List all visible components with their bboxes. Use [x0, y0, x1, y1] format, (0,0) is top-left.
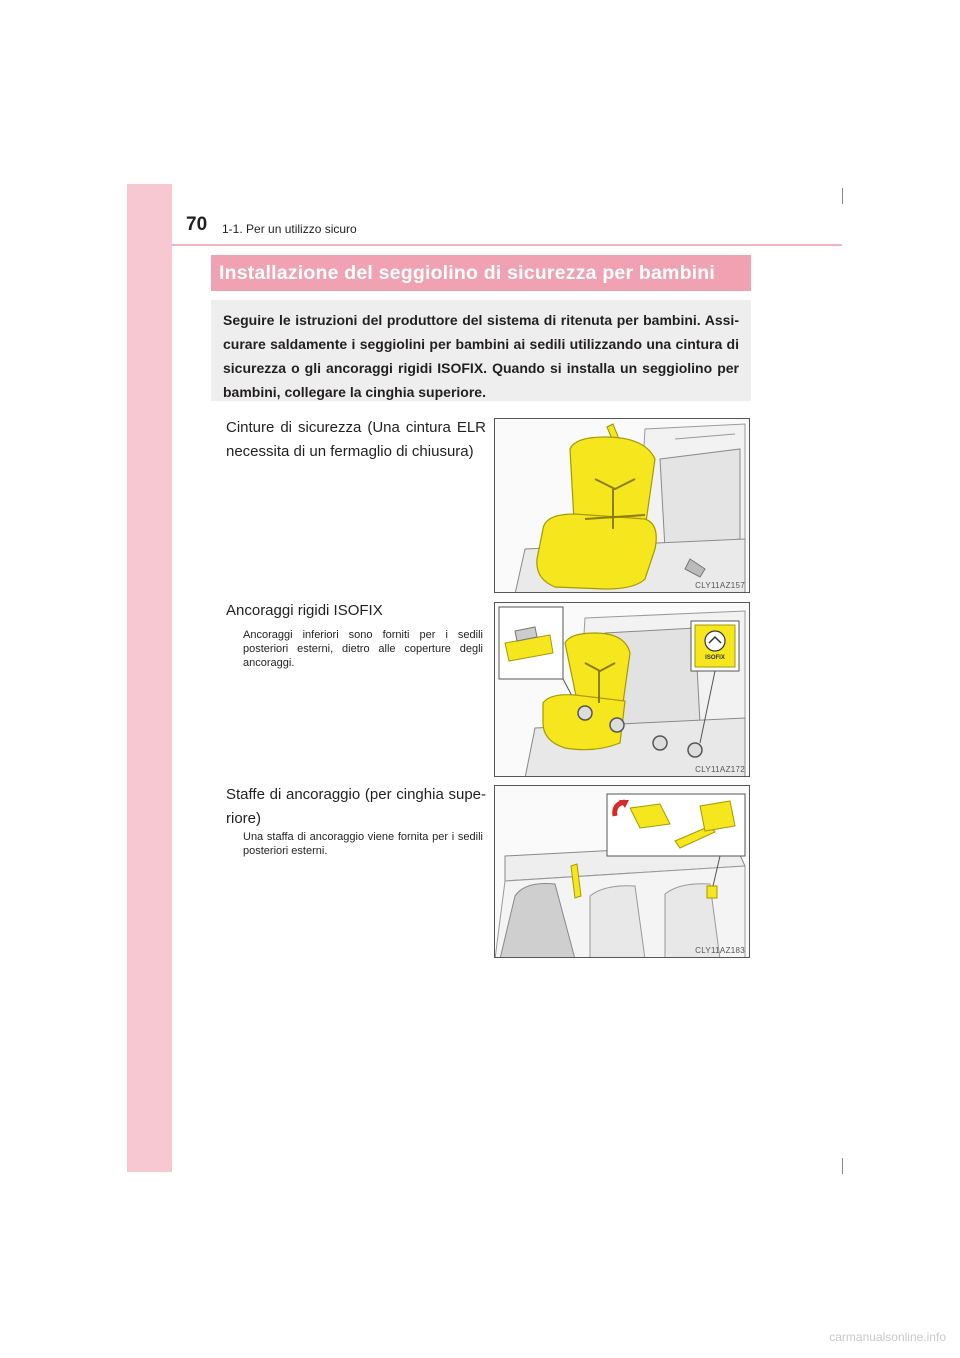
watermark: carmanualsonline.info	[829, 1330, 946, 1344]
crop-mark-top	[842, 188, 843, 204]
chapter-side-tab	[127, 184, 172, 1172]
child-seat-illustration	[495, 419, 750, 593]
figure-code: CLY11AZ157	[695, 581, 745, 590]
isofix-badge-label: ISOFIX	[705, 655, 725, 661]
item-heading-anchor-brackets: Staffe di ancoraggio (per cinghia supe-riore)	[226, 786, 486, 827]
item-note-isofix: Ancoraggi inferiori sono forniti per i sedili posteriori esterni, dietro alle coperture degli ancoraggi.	[243, 629, 483, 669]
isofix-illustration	[495, 603, 750, 777]
item-heading-isofix: Ancoraggi rigidi ISOFIX	[226, 602, 383, 619]
figure-top-tether-brackets	[494, 785, 750, 958]
tether-illustration	[495, 786, 750, 958]
item-note-anchor-brackets: Una staffa di ancoraggio viene fornita per i sedili posteriori esterni.	[243, 831, 483, 857]
item-heading-seat-belts: Cinture di sicurezza (Una cintura ELR necessita di un fermaglio di chiusura)	[226, 419, 486, 460]
figure-code: CLY11AZ183	[695, 946, 745, 955]
section-title: Installazione del seggiolino di sicurezza per bambini	[211, 255, 751, 291]
crop-mark-bottom	[842, 1158, 843, 1174]
intro-box: Seguire le istruzioni del produttore del sistema di ritenuta per bambini. Assi-curare saldamente i seggiolini per bambini ai sedili utilizzando una cintura di sicurezza o gli ancoraggi rigidi ISOFIX. Quando si installa un seggiolino per bambini, collegare la cinghia superiore.	[211, 300, 751, 401]
page-number: 70	[186, 214, 208, 235]
running-head: 1-1. Per un utilizzo sicuro	[222, 222, 357, 236]
header-rule	[172, 244, 842, 246]
figure-code: CLY11AZ172	[695, 765, 745, 774]
figure-seat-belt-child-seat	[494, 418, 750, 593]
figure-isofix-anchors	[494, 602, 750, 777]
